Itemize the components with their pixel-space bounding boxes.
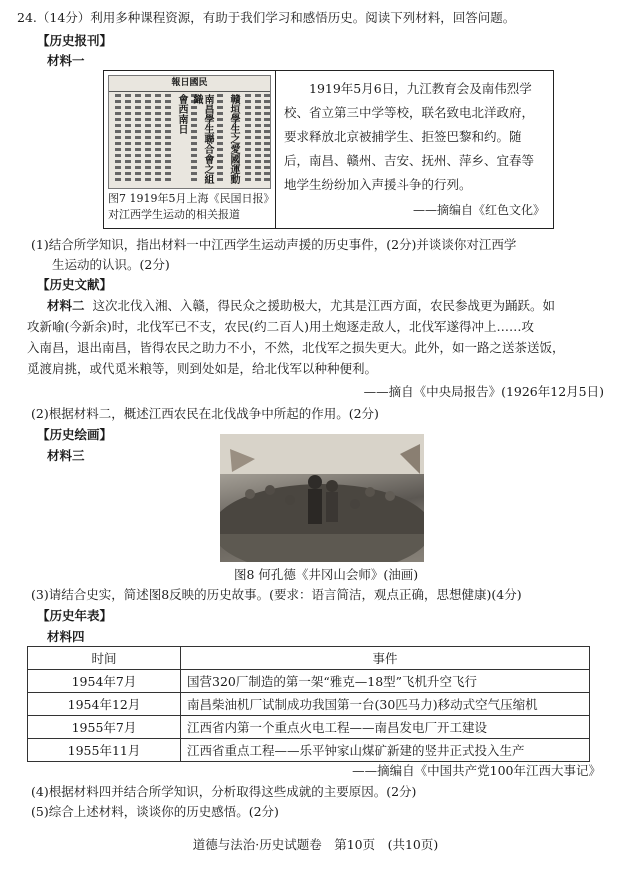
figure-7-caption: 图7 1919年5月上海《民国日报》对江西学生运动的相关报道 — [108, 192, 269, 221]
material-1-source: ——摘编自《红色文化》 — [412, 203, 545, 217]
material-1-box — [103, 70, 554, 229]
question-5: (5)综合上述材料，谈谈你的历史感悟。(2分) — [31, 804, 279, 819]
newspaper-image — [108, 75, 271, 189]
section-paintings: 【历史绘画】 — [37, 427, 113, 442]
section-timeline: 【历史年表】 — [37, 608, 113, 623]
table-header-row — [28, 647, 590, 670]
timeline-table — [27, 646, 590, 762]
newspaper-headline: 會西南日 — [176, 94, 187, 134]
table-cell: 南昌柴油机厂试制成功我国第一台(30匹马力)移动式空气压缩机 — [181, 693, 590, 716]
section-documents: 【历史文献】 — [37, 277, 113, 292]
question-1-line-2: 生运动的认识。(2分) — [52, 257, 170, 272]
column-header: 时间 — [28, 647, 181, 670]
question-2: (2)根据材料二，概述江西农民在北伐战争中所起的作用。(2分) — [31, 406, 379, 421]
table-cell: 江西省内第一个重点火电工程——南昌发电厂开工建设 — [181, 716, 590, 739]
question-3: (3)请结合史实，简述图8反映的历史故事。(要求：语言简洁，观点正确，思想健康)(4分) — [31, 587, 522, 602]
column-header: 事件 — [181, 647, 590, 670]
material-1-label: 材料一 — [47, 53, 85, 68]
table-cell: 1954年7月 — [28, 670, 181, 693]
table-cell: 江西省重点工程——乐平钟家山煤矿新建的竖井正式投入生产 — [181, 739, 590, 762]
divider — [275, 71, 276, 228]
page-footer: 道德与法治·历史试题卷 第10页 (共10页) — [192, 837, 439, 852]
newspaper-headline: 贛垣學生之愛國運動 — [228, 94, 239, 184]
table-row — [28, 739, 590, 762]
newspaper-headline: 南昌學生聯合會之組織 — [191, 94, 213, 184]
material-2-line-4: 觅渡肩挑，或代觅米粮等，则到处如是，给北伐军以种种便利。 — [27, 361, 378, 376]
newspaper-masthead: 報日國民 — [109, 76, 270, 92]
material-2-line-2: 攻新喻(今新余)时，北伐军已不支，农民(约二百人)用土炮逐走敌人，北伐军遂得冲上……攻 — [27, 319, 535, 334]
table-cell: 1954年12月 — [28, 693, 181, 716]
material-3-label: 材料三 — [47, 448, 85, 463]
table-cell: 1955年7月 — [28, 716, 181, 739]
material-4-label: 材料四 — [47, 629, 85, 644]
table-row — [28, 716, 590, 739]
table-cell: 1955年11月 — [28, 739, 181, 762]
material-2-line-1: 材料二 这次北伐入湘、入赣，得民众之援助极大，尤其是江西方面，农民参战更为踊跃。如 — [47, 298, 555, 313]
material-1-text: 1919年5月6日，九江教育会及南伟烈学校、省立第三中学等校，联名致电北洋政府，要求释放北京被捕学生、拒签巴黎和约。随后，南昌、赣州、吉安、抚州、萍乡、宜春等地学生纷纷加入声援斗争的行列。 — [284, 81, 535, 192]
question-1-line-1: (1)结合所学知识，指出材料一中江西学生运动声援的历史事件，(2分)并谈谈你对江西学 — [31, 237, 517, 252]
material-2-label: 材料二 — [47, 298, 85, 313]
material-2-source: ——摘自《中央局报告》(1926年12月5日) — [363, 384, 604, 399]
table-row — [28, 670, 590, 693]
figure-8-caption: 图8 何孔德《井冈山会师》(油画) — [234, 567, 419, 582]
table-row — [28, 693, 590, 716]
section-newspaper: 【历史报刊】 — [37, 33, 113, 48]
question-4: (4)根据材料四并结合所学知识，分析取得这些成就的主要原因。(2分) — [31, 784, 417, 799]
painting-image — [220, 434, 424, 562]
material-4-source: ——摘编自《中国共产党100年江西大事记》 — [352, 763, 601, 778]
question-header: 24.（14分）利用多种课程资源，有助于我们学习和感悟历史。阅读下列材料，回答问题。 — [17, 10, 516, 25]
material-2-line-3: 入南昌，退出南昌，皆得农民之助力不小，不然，北伐军之损失更大。此外，如一路之送茶送饭， — [27, 340, 565, 355]
table-cell: 国营320厂制造的第一架“雅克—18型”飞机升空飞行 — [181, 670, 590, 693]
